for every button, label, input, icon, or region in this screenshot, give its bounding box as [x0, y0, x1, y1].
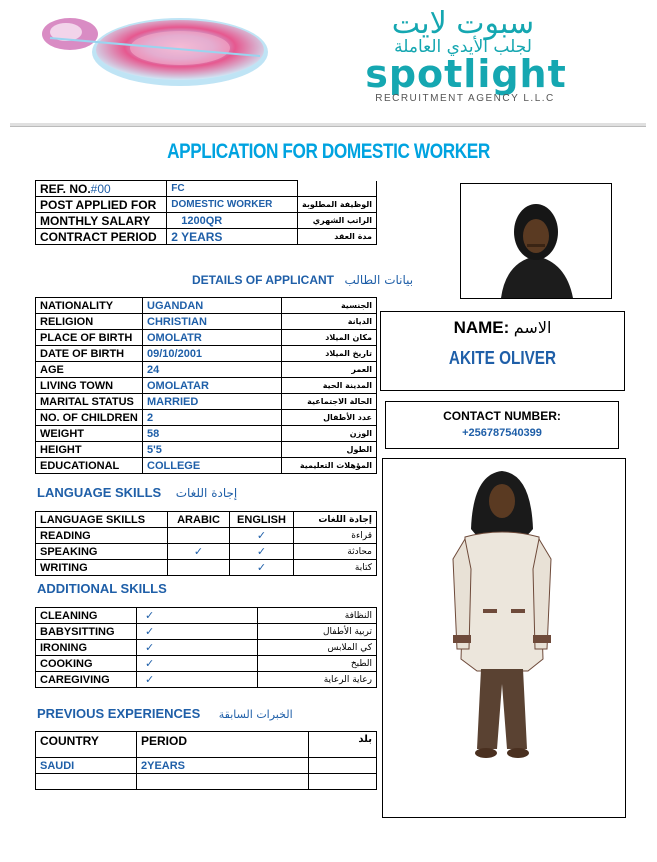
table-row: [36, 512, 377, 528]
lang-col-arabic: ARABIC: [168, 512, 230, 528]
exp-period: 2YEARS: [137, 758, 309, 774]
header-divider: [10, 123, 646, 127]
spotlight-logo-disc: [40, 12, 270, 94]
table-row: [36, 544, 377, 560]
table-row: [36, 394, 377, 410]
table-row: [36, 346, 377, 362]
post-value: DOMESTIC WORKER: [167, 197, 298, 213]
contact-number: +256787540399: [462, 427, 542, 439]
table-row: [36, 442, 377, 458]
exp-period: [137, 774, 309, 790]
detail-label: PLACE OF BIRTH: [36, 330, 143, 346]
brand-arabic-name: سبوت لايت: [391, 6, 535, 41]
lang-english-check: ✓: [230, 528, 294, 544]
brand-arabic-subtitle: لجلب الأيدي العاملة: [394, 37, 532, 57]
language-heading-ar: إجادة اللغات: [175, 486, 238, 500]
lang-skill-label: SPEAKING: [36, 544, 168, 560]
lang-skill-label: WRITING: [36, 560, 168, 576]
detail-ar: المدينة الحية: [282, 378, 377, 394]
language-heading: [37, 484, 237, 502]
table-row: [36, 330, 377, 346]
detail-value: 5'5: [143, 442, 282, 458]
additional-heading: ADDITIONAL SKILLS: [37, 581, 167, 596]
detail-label: MARITAL STATUS: [36, 394, 143, 410]
detail-value: 24: [143, 362, 282, 378]
details-heading-en: DETAILS OF APPLICANT: [192, 273, 334, 287]
contact-label: CONTACT NUMBER:: [443, 409, 561, 423]
table-row: [36, 458, 377, 474]
exp-ar: [309, 758, 377, 774]
detail-ar: مكان الميلاد: [282, 330, 377, 346]
table-row: [36, 229, 377, 245]
detail-label: AGE: [36, 362, 143, 378]
lang-col-ar: إجادة اللغات: [294, 512, 377, 528]
post-label: POST APPLIED FOR: [36, 197, 167, 213]
ref-ar: [298, 181, 377, 197]
full-body-figure: [383, 459, 625, 817]
detail-ar: تاريخ الميلاد: [282, 346, 377, 362]
detail-value: COLLEGE: [143, 458, 282, 474]
detail-ar: الحالة الاجتماعية: [282, 394, 377, 410]
table-row: [36, 410, 377, 426]
experience-heading: [37, 705, 293, 723]
exp-col-ar: بلد: [309, 732, 377, 758]
table-row: [36, 774, 377, 790]
language-table: [35, 511, 377, 576]
additional-table: [35, 607, 377, 688]
additional-skill-label: IRONING: [36, 640, 137, 656]
details-table: [35, 297, 377, 474]
detail-ar: الجنسية: [282, 298, 377, 314]
additional-skill-label: CAREGIVING: [36, 672, 137, 688]
portrait-photo: [460, 183, 612, 299]
detail-ar: عدد الأطفال: [282, 410, 377, 426]
table-row: [36, 758, 377, 774]
detail-value: OMOLATAR: [143, 378, 282, 394]
detail-value: 09/10/2001: [143, 346, 282, 362]
applicant-name: AKITE OLIVER: [448, 348, 557, 368]
detail-label: NATIONALITY: [36, 298, 143, 314]
ref-value: FC: [167, 181, 298, 197]
contract-label: CONTRACT PERIOD: [36, 229, 167, 245]
name-box: [380, 311, 625, 391]
detail-value: 58: [143, 426, 282, 442]
detail-label: RELIGION: [36, 314, 143, 330]
experience-heading-en: PREVIOUS EXPERIENCES: [37, 706, 201, 721]
salary-label: MONTHLY SALARY: [36, 213, 167, 229]
table-row: [36, 181, 377, 197]
table-row: [36, 608, 377, 624]
lang-skill-ar: محادثة: [294, 544, 377, 560]
additional-skill-ar: كي الملابس: [258, 640, 377, 656]
language-heading-en: LANGUAGE SKILLS: [37, 485, 162, 500]
additional-skill-check: ✓: [137, 672, 258, 688]
experience-heading-ar: الخبرات السابقة: [218, 708, 293, 721]
salary-value: 1200QR: [167, 213, 298, 229]
page-title: APPLICATION FOR DOMESTIC WORKER: [167, 140, 490, 163]
additional-skill-check: ✓: [137, 624, 258, 640]
post-table: [35, 180, 377, 245]
additional-skill-label: BABYSITTING: [36, 624, 137, 640]
lang-skill-ar: كتابة: [294, 560, 377, 576]
lang-arabic-check: [168, 560, 230, 576]
detail-label: DATE OF BIRTH: [36, 346, 143, 362]
exp-col-country: COUNTRY: [36, 732, 137, 758]
name-label-ar: الاسم: [513, 318, 552, 337]
ref-label: REF. NO.#00: [36, 181, 167, 197]
additional-skill-check: ✓: [137, 656, 258, 672]
table-row: [36, 378, 377, 394]
table-row: [36, 314, 377, 330]
table-row: [36, 298, 377, 314]
post-ar: الوظيفة المطلوبة: [298, 197, 377, 213]
table-row: [36, 640, 377, 656]
lang-arabic-check: ✓: [168, 544, 230, 560]
table-row: [36, 732, 377, 758]
table-row: [36, 560, 377, 576]
exp-country: SAUDI: [36, 758, 137, 774]
additional-skill-label: CLEANING: [36, 608, 137, 624]
detail-value: CHRISTIAN: [143, 314, 282, 330]
portrait-figure: [461, 184, 611, 298]
lang-col-skill: LANGUAGE SKILLS: [36, 512, 168, 528]
table-row: [36, 672, 377, 688]
additional-skill-ar: رعاية الرعاية: [258, 672, 377, 688]
lang-arabic-check: [168, 528, 230, 544]
detail-value: UGANDAN: [143, 298, 282, 314]
additional-skill-ar: النظافة: [258, 608, 377, 624]
table-row: [36, 362, 377, 378]
detail-label: NO. OF CHILDREN: [36, 410, 143, 426]
contract-value: 2 YEARS: [167, 229, 298, 245]
contract-ar: مدة العقد: [298, 229, 377, 245]
detail-ar: الطول: [282, 442, 377, 458]
additional-skill-check: ✓: [137, 640, 258, 656]
detail-ar: الديانة: [282, 314, 377, 330]
full-body-photo: [382, 458, 626, 818]
detail-label: HEIGHT: [36, 442, 143, 458]
additional-skill-check: ✓: [137, 608, 258, 624]
lang-col-english: ENGLISH: [230, 512, 294, 528]
detail-label: EDUCATIONAL: [36, 458, 143, 474]
table-row: [36, 197, 377, 213]
table-row: [36, 656, 377, 672]
lang-skill-label: READING: [36, 528, 168, 544]
detail-label: WEIGHT: [36, 426, 143, 442]
exp-ar: [309, 774, 377, 790]
agency-tagline: RECRUITMENT AGENCY L.L.C: [375, 93, 555, 104]
detail-ar: العمر: [282, 362, 377, 378]
additional-skill-label: COOKING: [36, 656, 137, 672]
table-row: [36, 426, 377, 442]
detail-value: MARRIED: [143, 394, 282, 410]
table-row: [36, 624, 377, 640]
contact-box: [385, 401, 619, 449]
additional-skill-ar: الطبخ: [258, 656, 377, 672]
experience-table: [35, 731, 377, 790]
detail-ar: المؤهلات التعليمية: [282, 458, 377, 474]
lang-english-check: ✓: [230, 560, 294, 576]
details-heading: [192, 271, 413, 289]
exp-col-period: PERIOD: [137, 732, 309, 758]
detail-value: 2: [143, 410, 282, 426]
lang-skill-ar: قراءة: [294, 528, 377, 544]
table-row: [36, 528, 377, 544]
table-row: [36, 213, 377, 229]
exp-country: [36, 774, 137, 790]
salary-ar: الراتب الشهري: [298, 213, 377, 229]
brand-name: spotlight: [365, 52, 567, 96]
additional-skill-ar: تربية الأطفال: [258, 624, 377, 640]
detail-value: OMOLATR: [143, 330, 282, 346]
detail-label: LIVING TOWN: [36, 378, 143, 394]
lang-english-check: ✓: [230, 544, 294, 560]
name-label: NAME:: [453, 318, 510, 337]
detail-ar: الوزن: [282, 426, 377, 442]
details-heading-ar: بيانات الطالب: [344, 273, 414, 287]
